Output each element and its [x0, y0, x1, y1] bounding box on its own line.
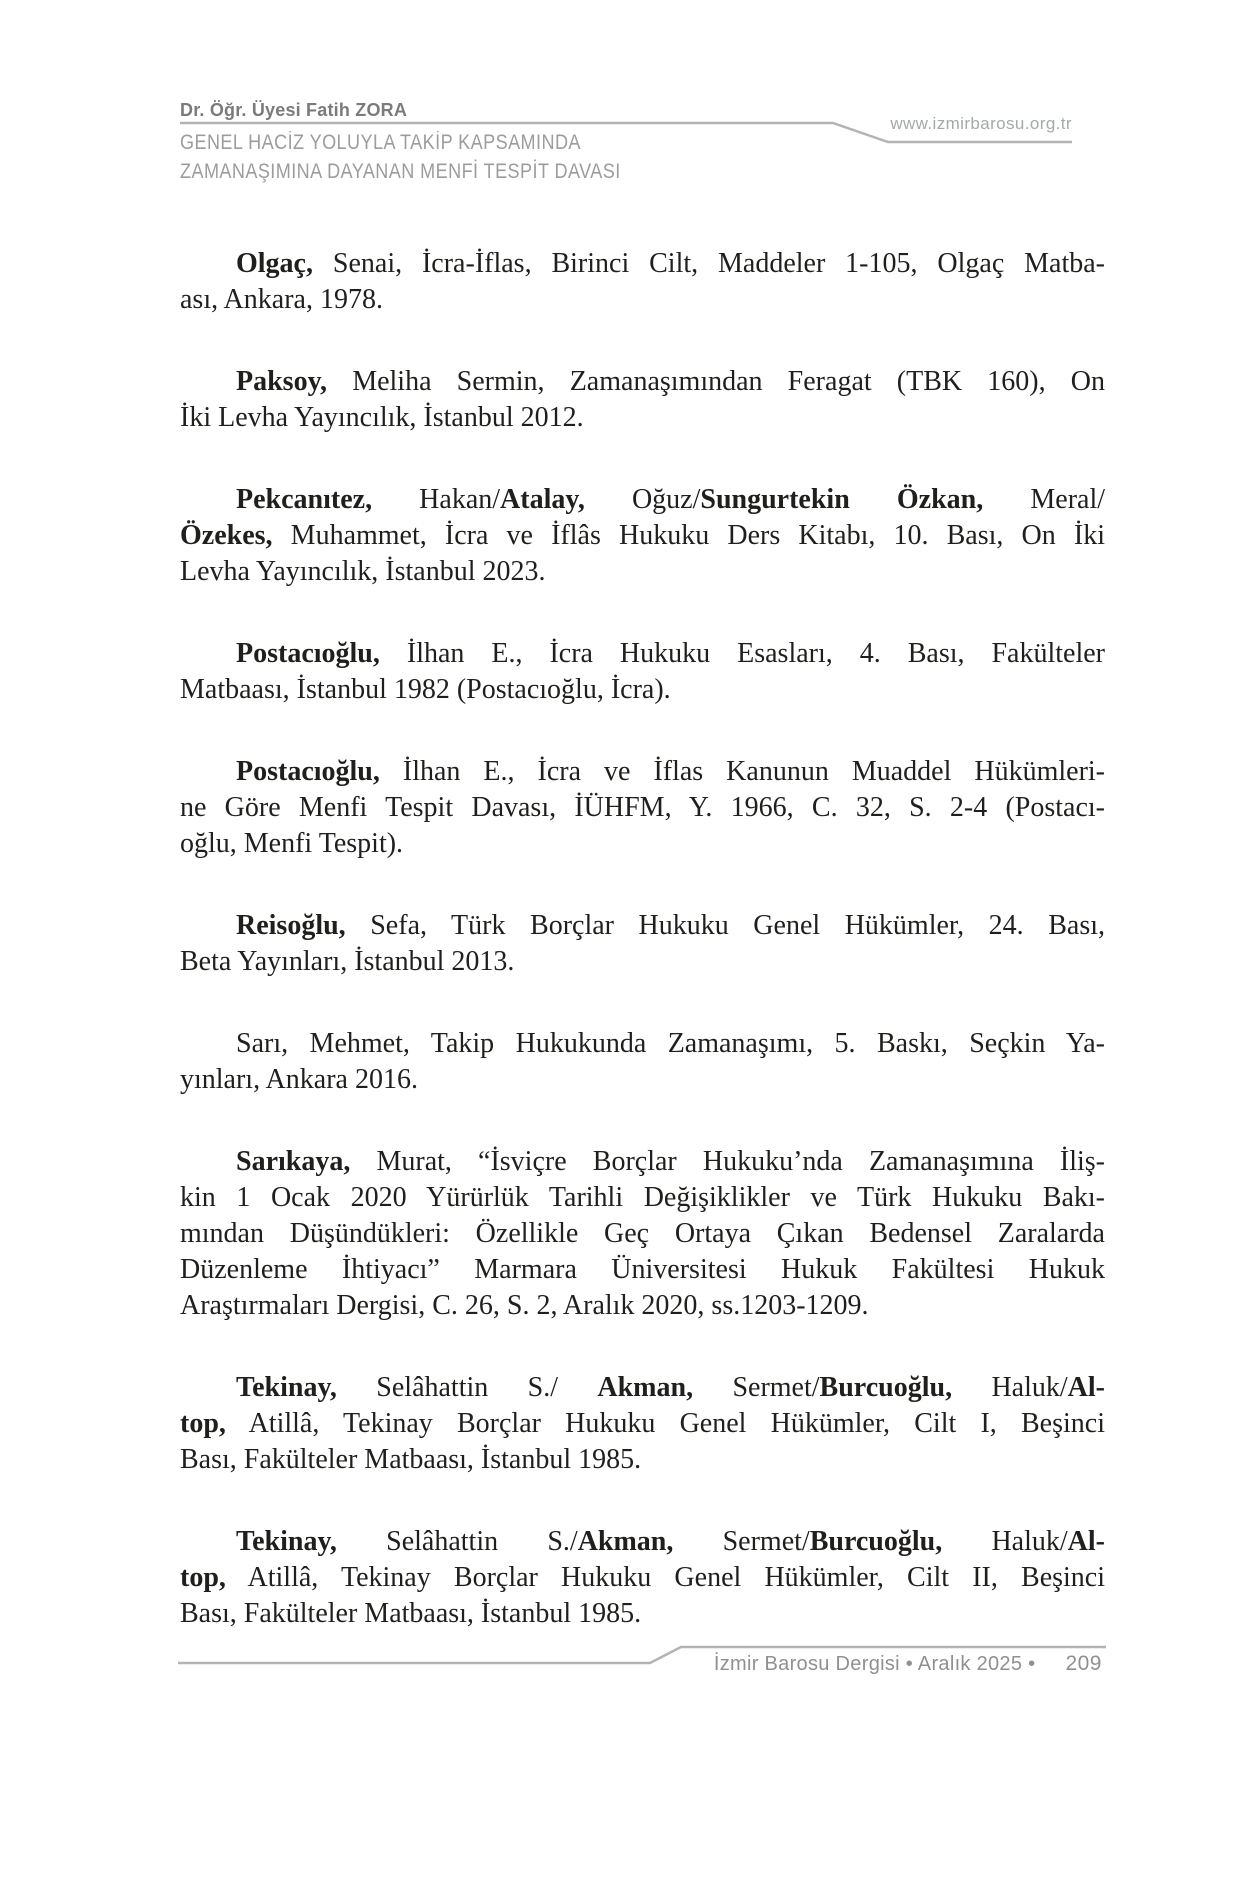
bibliography-line: Beta Yayınları, İstanbul 2013.: [180, 946, 515, 977]
article-title: [180, 129, 621, 186]
article-title-line1: GENEL HACİZ YOLUYLA TAKİP KAPSAMINDA: [180, 131, 581, 154]
bibliography-entry: [180, 482, 1105, 590]
bibliography-line: Sarı, Mehmet, Takip Hukukunda Zamanaşımı, 5. Baskı, Seçkin Ya-: [236, 1028, 1105, 1059]
bibliography-line: mından Düşündükleri: Özellikle Geç Ortaya Çıkan Bedensel Zaralarda: [180, 1218, 1105, 1249]
bibliography-entry: [180, 1026, 1105, 1098]
bibliography-line: Sarıkaya, Murat, “İsviçre Borçlar Hukuku’nda Zamanaşımına İliş-: [236, 1146, 1105, 1177]
bibliography-line: Postacıoğlu, İlhan E., İcra ve İflas Kanunun Muaddel Hükümleri-: [236, 756, 1105, 787]
bibliography-entry: [180, 1370, 1105, 1478]
website-url: www.izmirbarosu.org.tr: [890, 114, 1072, 133]
bibliography-line: Levha Yayıncılık, İstanbul 2023.: [180, 556, 546, 587]
author-name: Dr. Öğr. Üyesi Fatih ZORA: [180, 100, 408, 120]
page-footer: [714, 1652, 1102, 1676]
bibliography-line: Araştırmaları Dergisi, C. 26, S. 2, Aralık 2020, ss.1203-1209.: [180, 1290, 869, 1321]
bibliography-line: oğlu, Menfi Tespit).: [180, 828, 404, 859]
bibliography-line: top, Atillâ, Tekinay Borçlar Hukuku Genel Hükümler, Cilt II, Beşinci: [180, 1562, 1105, 1593]
bibliography-entry: [180, 636, 1105, 708]
bibliography-line: Bası, Fakülteler Matbaası, İstanbul 1985.: [180, 1598, 642, 1629]
bibliography-line: Özekes, Muhammet, İcra ve İflâs Hukuku Ders Kitabı, 10. Bası, On İki: [180, 520, 1105, 551]
bibliography-entry: [180, 754, 1105, 862]
bibliography-line: Olgaç, Senai, İcra-İflas, Birinci Cilt, Maddeler 1-105, Olgaç Matba-: [236, 248, 1105, 279]
bibliography-entry: [180, 364, 1105, 436]
bibliography-line: İki Levha Yayıncılık, İstanbul 2012.: [180, 402, 584, 433]
bibliography-line: Paksoy, Meliha Sermin, Zamanaşımından Feragat (TBK 160), On: [236, 366, 1105, 397]
bibliography-entry: [180, 246, 1105, 318]
bibliography-line: yınları, Ankara 2016.: [180, 1064, 418, 1095]
article-title-line2: ZAMANAŞIMINA DAYANAN MENFİ TESPİT DAVASI: [180, 159, 621, 183]
journal-name: İzmir Barosu Dergisi • Aralık 2025 •: [713, 1653, 1036, 1675]
page-number: 209: [1065, 1652, 1102, 1675]
bibliography-entry: [180, 908, 1105, 980]
bibliography-line: Tekinay, Selâhattin S./ Akman, Sermet/Burcuoğlu, Haluk/Al-: [236, 1372, 1105, 1403]
bibliography-line: Pekcanıtez, Hakan/Atalay, Oğuz/Sungurtekin Özkan, Meral/: [236, 484, 1105, 515]
bibliography-line: kin 1 Ocak 2020 Yürürlük Tarihli Değişiklikler ve Türk Hukuku Bakı-: [180, 1182, 1105, 1213]
bibliography-line: Reisoğlu, Sefa, Türk Borçlar Hukuku Genel Hükümler, 24. Bası,: [236, 910, 1105, 941]
bibliography-line: Matbaası, İstanbul 1982 (Postacıoğlu, İcra).: [180, 674, 671, 705]
bibliography-line: top, Atillâ, Tekinay Borçlar Hukuku Genel Hükümler, Cilt I, Beşinci: [180, 1408, 1105, 1439]
bibliography-entry: [180, 1144, 1105, 1324]
bibliography-line: ası, Ankara, 1978.: [180, 284, 383, 315]
bibliography-line: Düzenleme İhtiyacı” Marmara Üniversitesi Hukuk Fakültesi Hukuk: [180, 1254, 1105, 1285]
bibliography-line: Postacıoğlu, İlhan E., İcra Hukuku Esasları, 4. Bası, Fakülteler: [236, 638, 1105, 669]
bibliography-entry: [180, 1524, 1105, 1632]
bibliography-line: Tekinay, Selâhattin S./Akman, Sermet/Burcuoğlu, Haluk/Al-: [236, 1526, 1105, 1557]
bibliography: [180, 246, 1105, 1632]
bibliography-line: Bası, Fakülteler Matbaası, İstanbul 1985.: [180, 1444, 642, 1475]
bibliography-line: ne Göre Menfi Tespit Davası, İÜHFM, Y. 1966, C. 32, S. 2-4 (Postacı-: [180, 792, 1105, 823]
